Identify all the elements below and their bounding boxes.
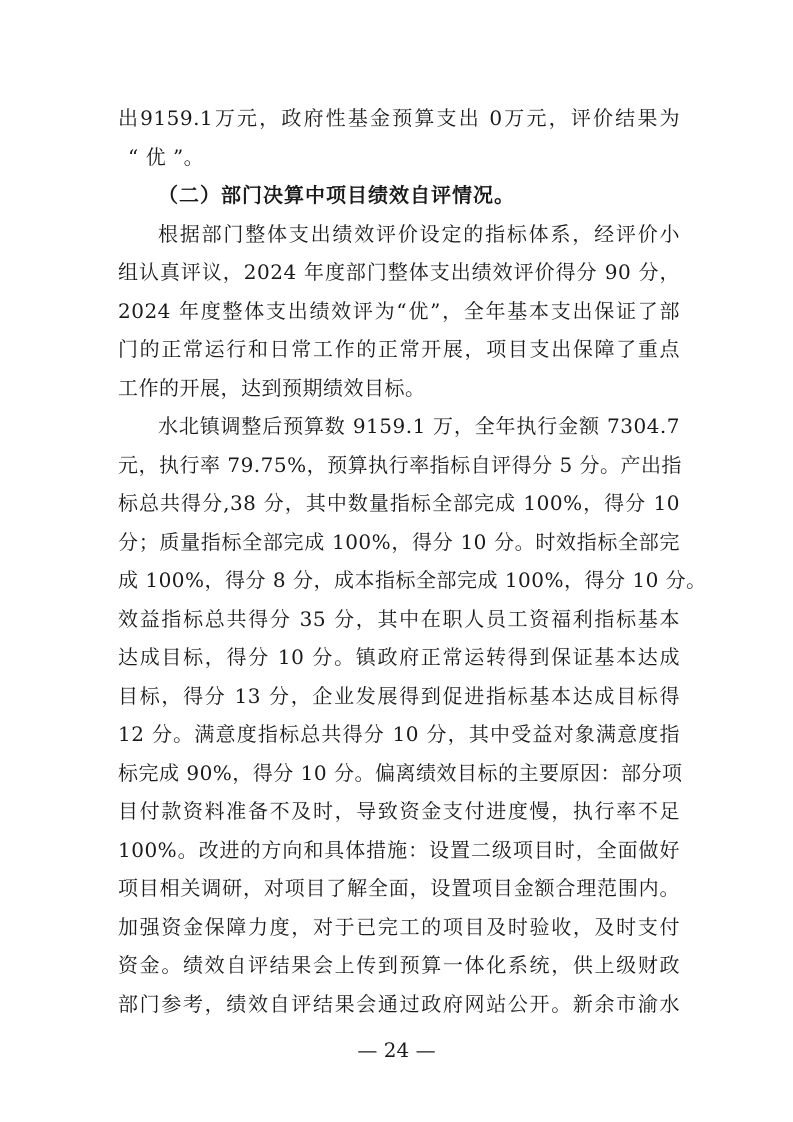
text-line-8: 工作的开展，达到预期绩效目标。 [118,375,426,400]
text-line-18: 标完成 90%，得分 10 分。偏离绩效目标的主要原因：部分项 [118,760,683,785]
text-line-19: 目付款资料准备不及时，导致资金支付进度慢，执行率不足 [118,799,680,823]
text-line-20: 100%。改进的方向和具体措施：设置二级项目时，全面做好 [118,837,680,862]
text-line-11: 标总共得分,38 分，其中数量指标全部完成 100%，得分 10 [118,491,680,515]
text-line-10: 元，执行率 79.75%，预算执行率指标自评得分 5 分。产出指 [118,452,683,477]
text-line-1: 出9159.1万元，政府性基金预算支出 0万元，评价结果为 [118,106,680,130]
text-line-5: 组认真评议，2024 年度部门整体支出绩效评价得分 90 分， [118,260,680,284]
text-line-12: 分；质量指标全部完成 100%，得分 10 分。时效指标全部完 [118,529,680,554]
text-line-6: 2024 年度整体支出绩效评为“优”，全年基本支出保证了部 [118,298,680,323]
text-line-23: 资金。绩效自评结果会上传到预算一体化系统，供上级财政 [118,953,680,977]
text-line-17: 12 分。满意度指标总共得分 10 分，其中受益对象满意度指 [118,722,680,746]
text-line-2: “ 优 ”。 [128,144,205,169]
text-line-21: 项目相关调研，对项目了解全面，设置项目金额合理范围内。 [118,876,680,900]
text-line-4: 根据部门整体支出绩效评价设定的指标体系，经评价小 [158,221,680,246]
text-line-13: 成 100%，得分 8 分，成本指标全部完成 100%，得分 10 分。 [118,568,707,592]
text-line-22: 加强资金保障力度，对于已完工的项目及时验收，及时支付 [118,914,680,939]
section-heading: （二）部门决算中项目绩效自评情况。 [158,183,515,207]
text-line-7: 门的正常运行和日常工作的正常开展，项目支出保障了重点 [118,337,680,361]
text-line-24: 部门参考，绩效自评结果会通过政府网站公开。新余市渝水 [118,991,680,1016]
page-number: — 24 — [357,1037,436,1062]
text-line-16: 目标，得分 13 分，企业发展得到促进指标基本达成目标得 [118,683,680,708]
text-line-9: 水北镇调整后预算数 9159.1 万，全年执行金额 7304.7 [158,414,680,438]
text-line-14: 效益指标总共得分 35 分，其中在职人员工资福利指标基本 [118,606,680,631]
text-line-15: 达成目标，得分 10 分。镇政府正常运转得到保证基本达成 [118,645,680,669]
